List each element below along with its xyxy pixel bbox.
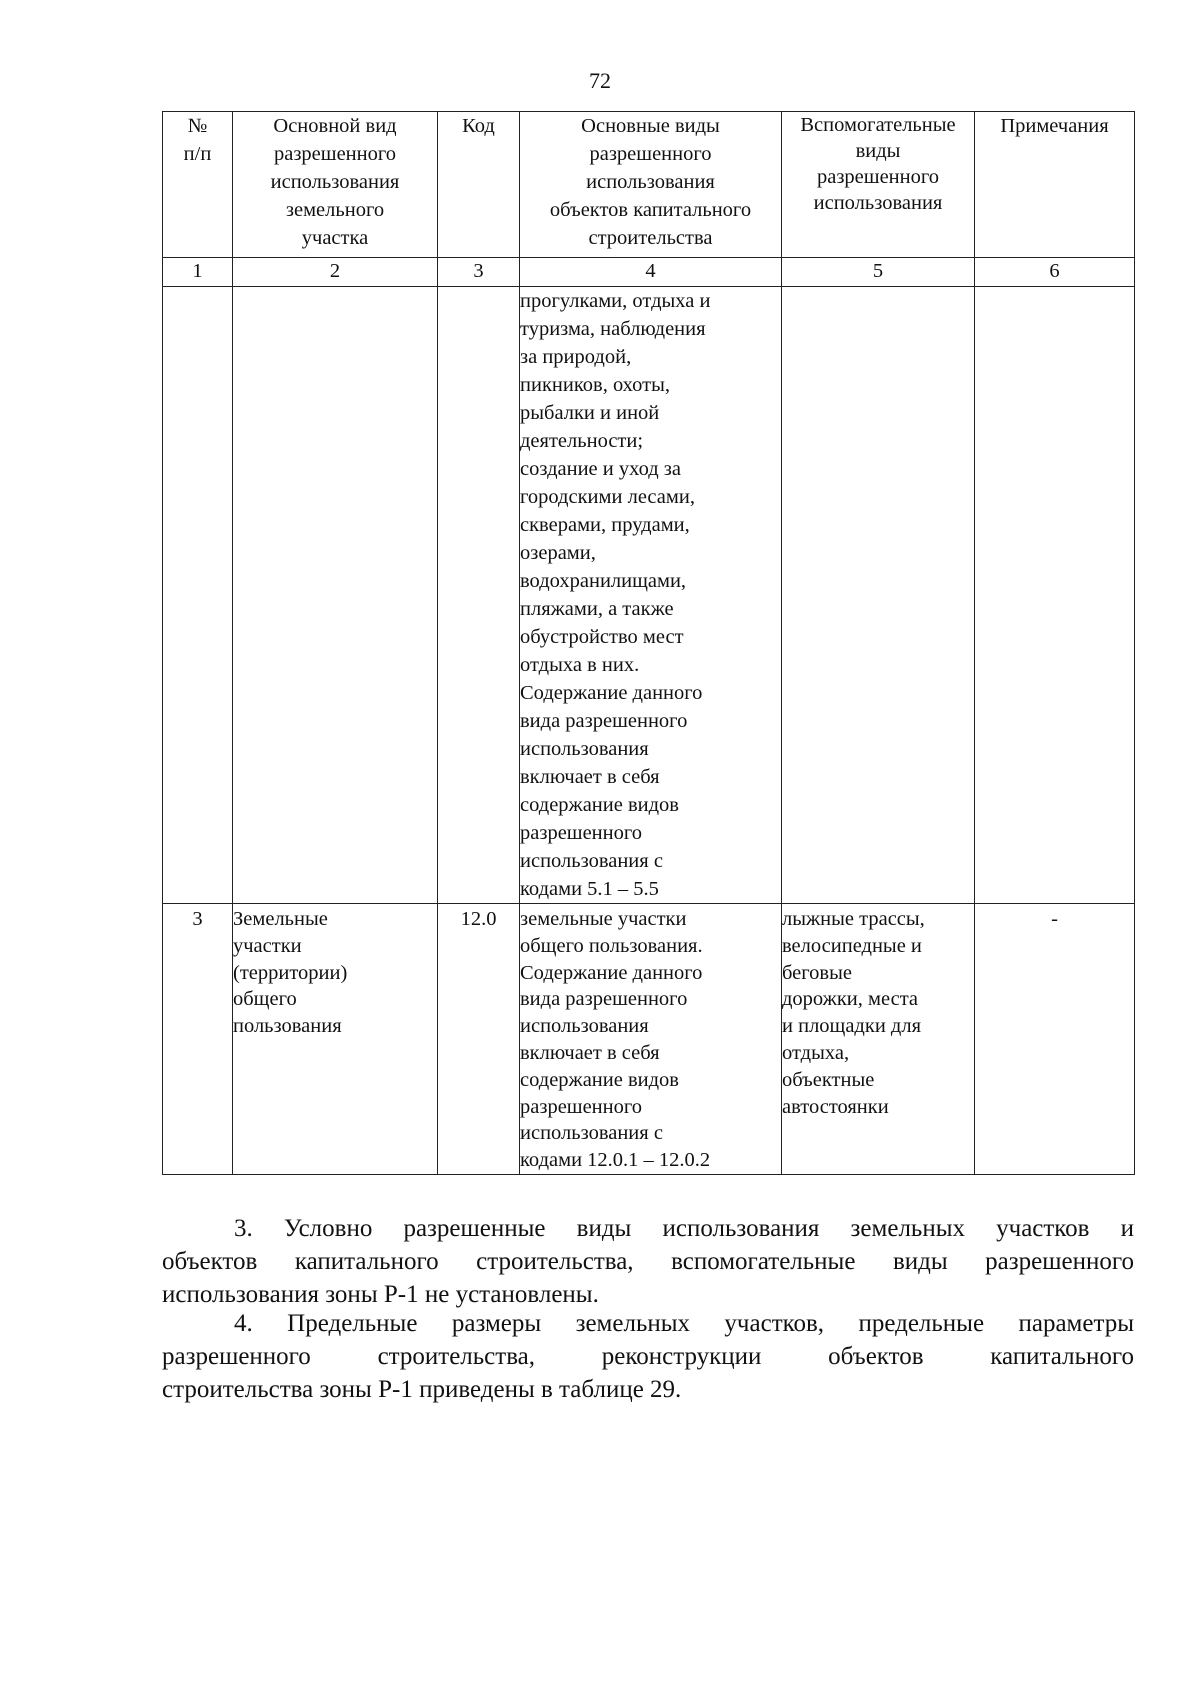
header-main-use: Основной вид разрешенного использования земельного участка xyxy=(233,112,438,258)
page-number: 72 xyxy=(589,68,611,93)
land-use-table xyxy=(162,111,1135,1175)
header-notes: Примечания xyxy=(975,112,1135,258)
code-cell: 12.0 xyxy=(438,904,520,1175)
table-row xyxy=(163,904,1135,1175)
column-number: 3 xyxy=(438,258,520,287)
header-main-capital-use: Основные виды разрешенного использования объектов капитального строительства xyxy=(520,112,782,258)
column-number: 6 xyxy=(975,258,1135,287)
paragraph-line: 3. Условно разрешенные виды использования земельных участков и xyxy=(234,1215,1134,1242)
column-number: 5 xyxy=(782,258,975,287)
notes-cell: - xyxy=(975,904,1135,1175)
auxiliary-use-cell xyxy=(782,287,975,904)
paragraph-line: 4. Предельные размеры земельных участков, предельные параметры xyxy=(234,1310,1134,1337)
auxiliary-use-cell: лыжные трассы, велосипедные и беговые дорожки, места и площадки для отдыха, объектные автостоянки xyxy=(782,904,975,1175)
header-auxiliary-use: Вспомогательные виды разрешенного использования xyxy=(782,112,975,258)
header-number: № п/п xyxy=(163,112,233,258)
notes-cell xyxy=(975,287,1135,904)
column-number: 4 xyxy=(520,258,782,287)
paragraph-3 xyxy=(162,1212,1134,1311)
paragraph-line: строительства зоны Р-1 приведены в таблице 29. xyxy=(162,1376,682,1403)
row-number-cell xyxy=(163,287,233,904)
table-row xyxy=(163,287,1135,904)
code-cell xyxy=(438,287,520,904)
column-number-row xyxy=(163,258,1135,287)
main-capital-use-cell: прогулками, отдыха и туризма, наблюдения за природой, пикников, охоты, рыбалки и иной деятельности; создание и уход за городскими лесами, скверами, прудами, озерами, водохранилищами, пляжами, а также обустройство мест отдыха в них. Содержание данного вида разрешенного использования включает в себя содержание видов разрешенного использования с кодами 5.1 – 5.5 xyxy=(520,287,782,904)
main-capital-use-cell: земельные участки общего пользования. Содержание данного вида разрешенного использования включает в себя содержание видов разрешенного использования с кодами 12.0.1 – 12.0.2 xyxy=(520,904,782,1175)
table-header-row xyxy=(163,112,1135,258)
paragraph-line: использования зоны Р-1 не установлены. xyxy=(162,1281,599,1308)
main-use-cell xyxy=(233,287,438,904)
paragraph-4 xyxy=(162,1307,1134,1406)
column-number: 1 xyxy=(163,258,233,287)
column-number: 2 xyxy=(233,258,438,287)
header-code: Код xyxy=(438,112,520,258)
row-number-cell: 3 xyxy=(163,904,233,1175)
paragraph-line: объектов капитального строительства, вспомогательные виды разрешенного xyxy=(162,1248,1134,1275)
main-use-cell: Земельные участки (территории) общего пользования xyxy=(233,904,438,1175)
paragraph-line: разрешенного строительства, реконструкции объектов капитального xyxy=(162,1343,1134,1370)
